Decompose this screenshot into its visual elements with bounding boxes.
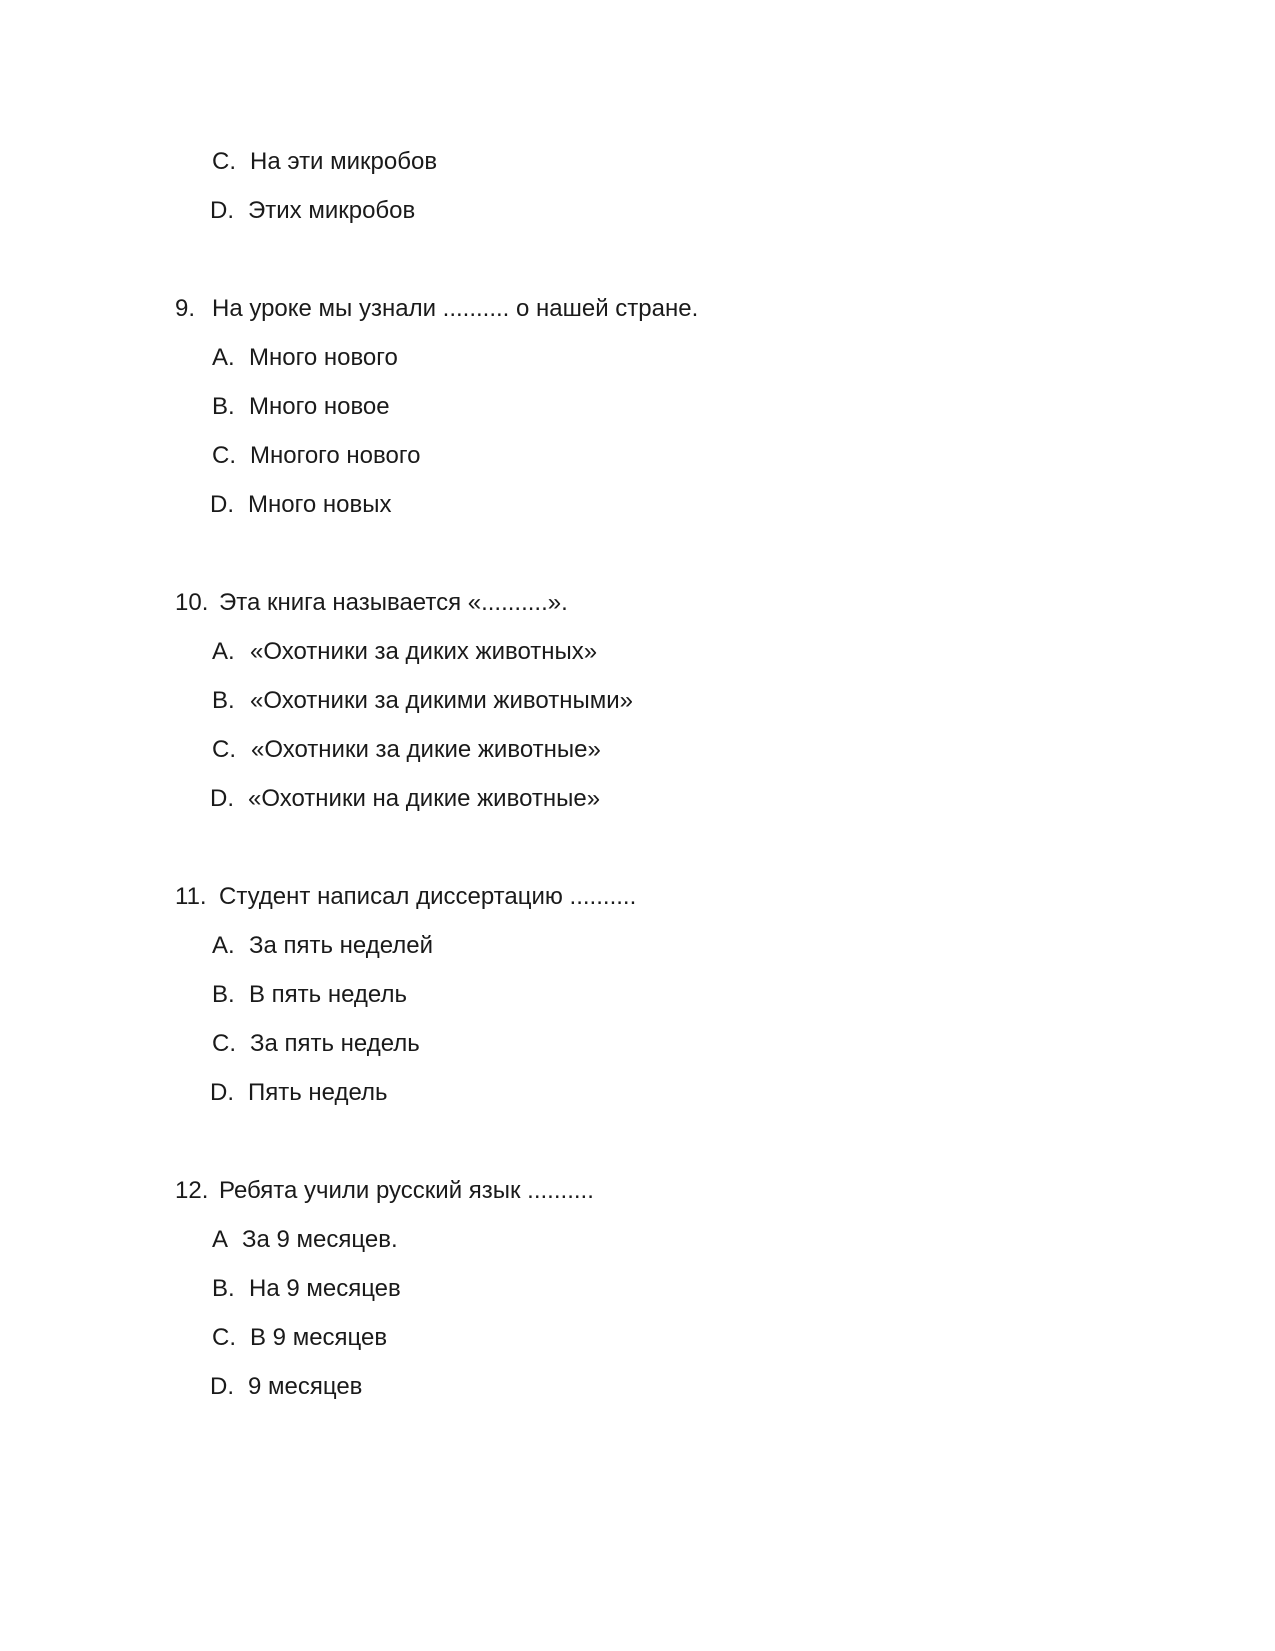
option-letter: B. [212,687,235,714]
option-letter: C. [212,736,236,763]
option-text: «Охотники на дикие животные» [248,785,601,812]
option-letter: D. [210,197,234,224]
option-letter: C. [212,442,236,469]
question-text: Студент написал диссертацию .......... [219,883,637,910]
option-letter: B. [212,981,235,1008]
question-number: 10. [175,589,209,616]
option-letter: C. [212,1030,236,1057]
option-letter: A. [212,638,235,665]
option-text: На эти микробов [250,148,438,175]
option-letter: B. [212,393,235,420]
option-text: За 9 месяцев. [242,1226,398,1253]
option-text: Многого нового [250,442,421,469]
option-letter: C. [212,148,236,175]
option-letter: D. [210,1373,234,1400]
option-text: В пять недель [249,981,407,1008]
option-letter: C. [212,1324,236,1351]
option-letter: A. [212,932,235,959]
question-text: Ребята учили русский язык .......... [219,1177,594,1204]
option-text: За пять неделей [249,932,434,959]
option-letter: B. [212,1275,235,1302]
option-letter: D. [210,491,234,518]
option-text: На 9 месяцев [249,1275,401,1302]
option-letter: D. [210,1079,234,1106]
option-letter: A [212,1226,229,1253]
question-number: 11. [175,883,207,910]
option-text: 9 месяцев [248,1373,363,1400]
question-text: Эта книга называется «..........». [219,589,568,616]
question-number: 9. [175,295,196,322]
option-text: Много нового [249,344,398,371]
question-number: 12. [175,1177,209,1204]
option-text: Этих микробов [248,197,416,224]
option-text: «Охотники за диких животных» [250,638,598,665]
option-text: «Охотники за дикие животные» [251,736,601,763]
question-text: На уроке мы узнали .......... о нашей стране. [212,295,699,322]
option-text: Много новое [249,393,390,420]
option-text: За пять недель [250,1030,420,1057]
option-text: «Охотники за дикими животными» [250,687,633,714]
option-letter: A. [212,344,235,371]
option-text: Пять недель [248,1079,388,1106]
option-letter: D. [210,785,234,812]
option-text: В 9 месяцев [250,1324,388,1351]
option-text: Много новых [248,491,392,518]
